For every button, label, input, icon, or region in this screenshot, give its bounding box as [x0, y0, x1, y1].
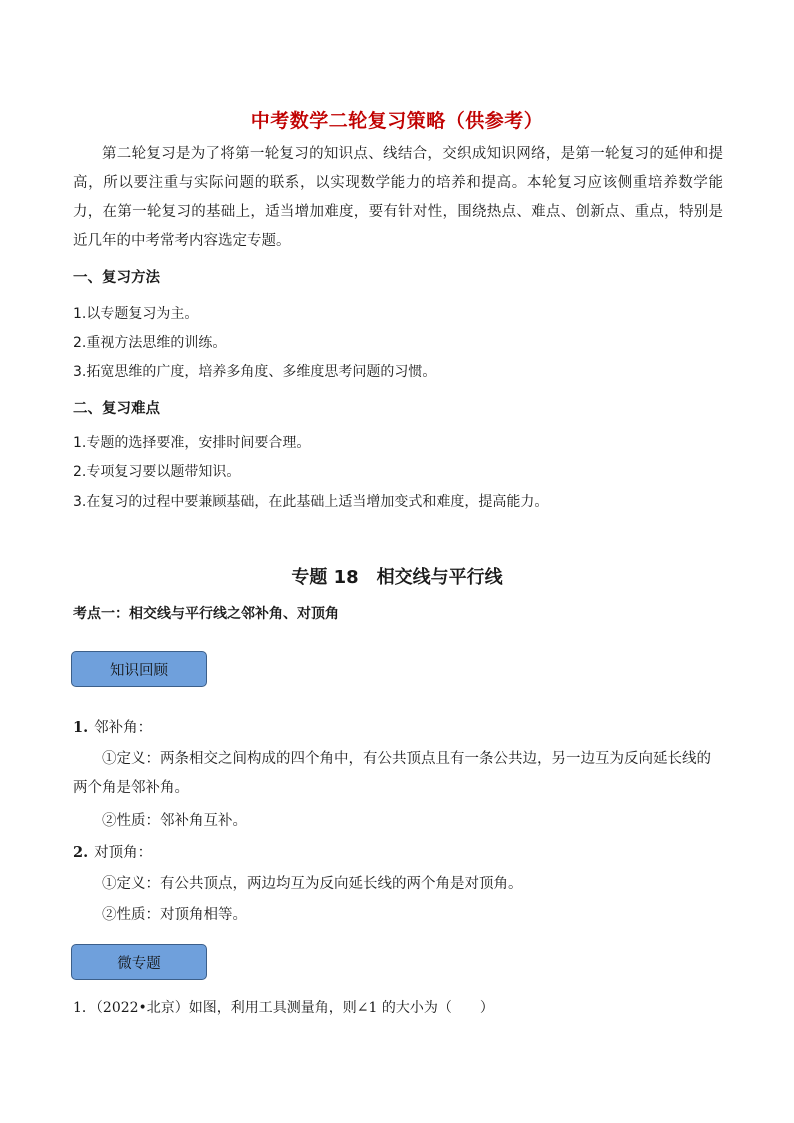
kaodian-heading: 考点一：相交线与平行线之邻补角、对顶角: [73, 606, 339, 622]
vertical-angle-property: ②性质：对顶角相等。: [102, 907, 247, 923]
item-label: 邻补角：: [94, 720, 153, 736]
difficulty-item: 1.专题的选择要准，安排时间要合理。: [73, 435, 311, 451]
doc-title: 中考数学二轮复习策略（供参考）: [250, 110, 544, 132]
section-heading-methods: 一、复习方法: [73, 270, 160, 286]
item-number: 2.: [73, 844, 89, 861]
item-label: 对顶角：: [94, 845, 153, 861]
adjacent-angle-property: ②性质：邻补角互补。: [102, 813, 247, 829]
question-1: 1．（2022•北京）如图，利用工具测量角，则∠1 的大小为（ ）: [73, 1000, 494, 1016]
method-item: 3.拓宽思维的广度，培养多角度、多维度思考问题的习惯。: [73, 364, 437, 380]
intro-paragraph: 第二轮复习是为了将第一轮复习的知识点、线结合，交织成知识网络，是第一轮复习的延伸和提高，所以要注重与实际问题的联系，以实现数学能力的培养和提高。本轮复习应该侧重培养数学能力，在第一轮复习的基础上，适当增加难度，要有针对性，围绕热点、难点、创新点、重点，特别是近几年的中考常考内容选定专题。: [73, 146, 723, 249]
difficulty-item: 2.专项复习要以题带知识。: [73, 464, 241, 480]
vertical-angle-heading: [73, 841, 152, 862]
difficulty-item: 3.在复习的过程中要兼顾基础，在此基础上适当增加变式和难度，提高能力。: [73, 494, 549, 510]
knowledge-review-box: 知识回顾: [71, 651, 207, 687]
adjacent-angle-heading: [73, 716, 152, 737]
topic-title: 专题 18 相交线与平行线: [291, 567, 503, 588]
micro-topic-box: 微专题: [71, 944, 207, 980]
vertical-angle-definition: ①定义：有公共顶点，两边均互为反向延长线的两个角是对顶角。: [102, 876, 523, 892]
item-number: 1.: [73, 719, 89, 736]
method-item: 2.重视方法思维的训练。: [73, 335, 227, 351]
method-item: 1.以专题复习为主。: [73, 306, 199, 322]
adjacent-angle-definition: ①定义：两条相交之间构成的四个角中，有公共顶点且有一条公共边，另一边互为反向延长线的两个角是邻补角。: [73, 751, 711, 796]
section-heading-difficulties: 二、复习难点: [73, 401, 160, 417]
